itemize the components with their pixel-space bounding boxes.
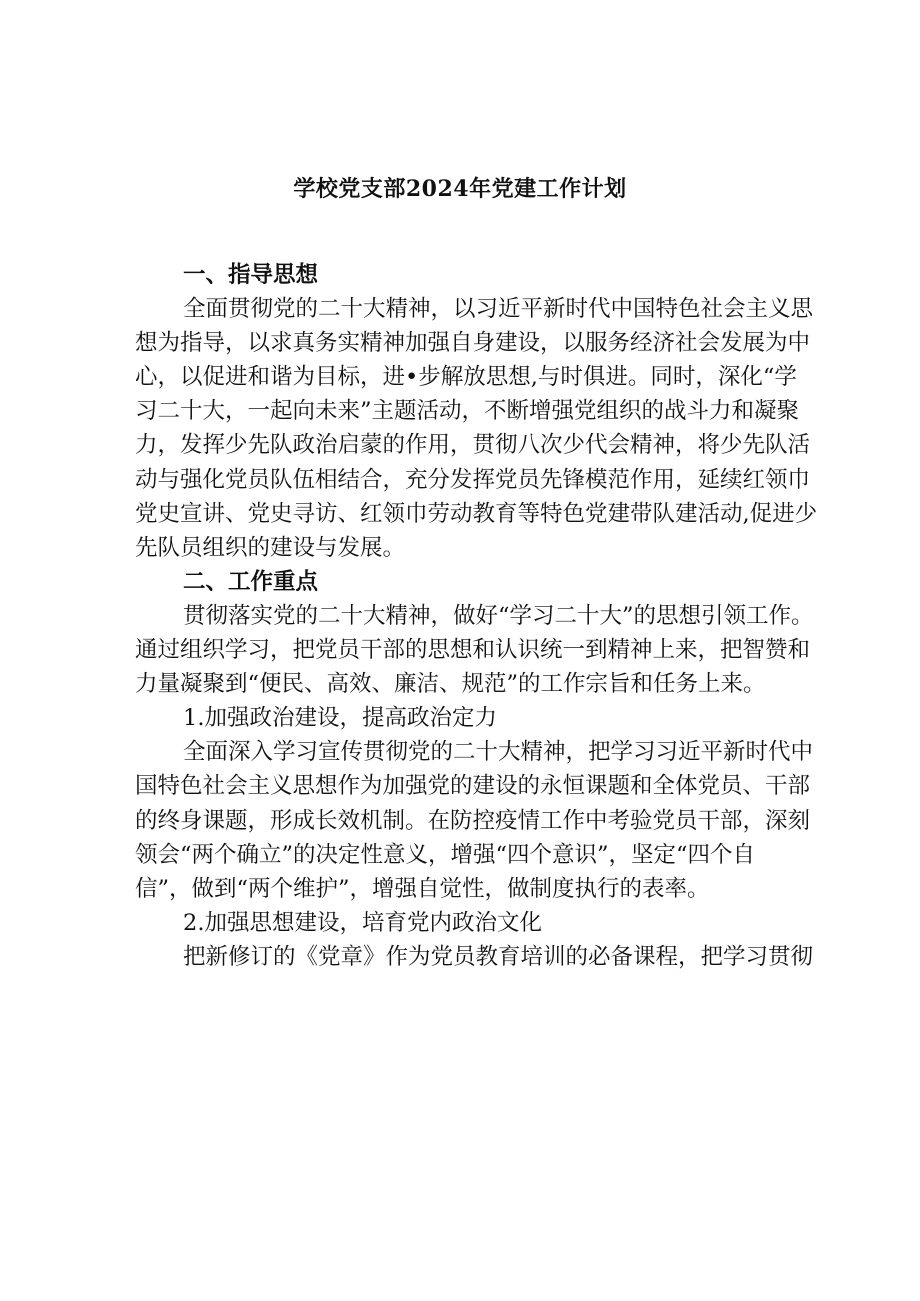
paragraph-line: 全面贯彻党的二十大精神，以习近平新时代中国特色社会主义思 [183, 296, 814, 323]
paragraph-line: 国特色社会主义思想作为加强党的建设的永恒课题和全体党员、干部 [135, 773, 811, 800]
paragraph-line: 把新修订的《党章》作为党员教育培训的必备课程，把学习贯彻 [183, 943, 814, 970]
paragraph-line: 的终身课题，形成长效机制。在防控疫情工作中考验党员干部，深刻 [135, 807, 811, 834]
document-body [135, 258, 818, 974]
paragraph-line: 习二十大，一起向未来”主题活动，不断增强党组织的战斗力和凝聚 [135, 398, 800, 425]
paragraph-line: 力，发挥少先队政治启蒙的作用，贯彻八次少代会精神，将少先队活 [135, 432, 811, 459]
paragraph-line: 想为指导，以求真务实精神加强自身建设，以服务经济社会发展为中 [135, 330, 811, 357]
paragraph-line: 信”，做到“两个维护”，增强自觉性，做制度执行的表率。 [135, 875, 710, 902]
paragraph-line: 贯彻落实党的二十大精神，做好“学习二十大”的思想引领工作。 [183, 602, 814, 629]
paragraph-line: 通过组织学习，把党员干部的思想和认识统一到精神上来，把智赞和 [135, 637, 811, 664]
paragraph-line: 先队员组织的建设与发展。 [135, 534, 406, 561]
paragraph-line: 领会“两个确立”的决定性意义，增强“四个意识”，坚定“四个自 [135, 841, 756, 868]
paragraph-line: 力量凝聚到“便民、高效、廉洁、规范”的工作宗旨和任务上来。 [135, 671, 766, 698]
section-heading-work-priorities: 二、工作重点 [183, 568, 319, 595]
paragraph-line: 党史宣讲、党史寻访、红领巾劳动教育等特色党建带队建活动,促进少 [135, 500, 818, 527]
subheading-ideological-construction: 2.加强思想建设，培育党内政治文化 [183, 909, 542, 936]
paragraph-line: 全面深入学习宣传贯彻党的二十大精神，把学习习近平新时代中 [183, 739, 814, 766]
paragraph-line: 动与强化党员队伍相结合，充分发挥党员先锋模范作用，延续红领巾 [135, 466, 811, 493]
paragraph-line: 心，以促进和谐为目标，进•步解放思想,与时俱进。同时，深化“学 [135, 364, 797, 391]
document-title: 学校党支部2024年党建工作计划 [293, 176, 627, 202]
section-heading-guiding-ideology: 一、指导思想 [183, 262, 319, 288]
subheading-political-construction: 1.加强政治建设，提高政治定力 [183, 705, 497, 732]
